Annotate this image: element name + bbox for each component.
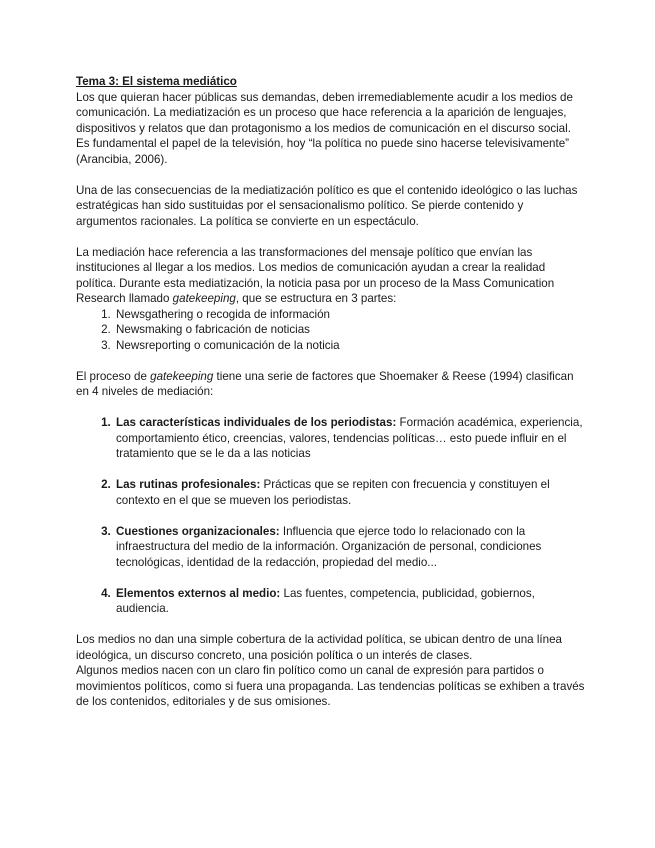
term-gatekeeping: gatekeeping (150, 369, 214, 383)
factor-text: Influencia que ejerce todo lo relacionado con la infraestructura del medio de la información. Organización de personal, condiciones tecnológicas, identidad de la redacción, propiedad del medio... (116, 524, 542, 569)
list-item: 1. Newsgathering o recogida de información (114, 307, 586, 323)
mediation-levels-list (76, 415, 586, 617)
paragraph-consecuencias: Una de las consecuencias de la mediatización político es que el contenido ideológico o las luchas estratégicas han sido sustituidas por el sensacionalismo político. Se pierde contenido y argumentos racionales. La política se convierte en un espectáculo. (76, 183, 578, 228)
factor-text: Formación académica, experiencia, comportamiento ético, creencias, valores, tendencias políticas… esto puede influir en el tratamiento que se le da a las noticias (116, 416, 583, 460)
list-item: 3. Newsreporting o comunicación de la noticia (114, 338, 586, 354)
text-run: tiene una serie de factores que Shoemaker & Reese (1994) clasifican en 4 niveles de mediación: (76, 369, 574, 398)
gatekeeping-steps-list (76, 307, 586, 354)
spacer (76, 617, 586, 633)
text-run: El proceso de (76, 369, 151, 383)
spacer (76, 229, 586, 245)
list-item (114, 477, 586, 508)
paragraph-linea-ideologica: Los medios no dan una simple cobertura de la actividad política, se ubican dentro de una línea ideológica, un discurso concreto, una posición política o un interés de clases. (76, 633, 562, 662)
paragraph-proceso-gatekeeping (76, 369, 586, 400)
factor-label: Elementos externos al medio: (116, 586, 281, 600)
spacer (76, 353, 586, 369)
paragraph-fin-politico: Algunos medios nacen con un claro fin político como un canal de expresión para partidos o movimientos políticos, como si fuera una propaganda. Las tendencias políticas se exhiben a través de los contenidos, editoriales y de sus omisiones. (76, 664, 585, 708)
spacer (76, 400, 586, 416)
list-item (114, 586, 586, 617)
document-body (76, 74, 586, 710)
term-gatekeeping: gatekeeping (172, 292, 236, 305)
factor-text: Prácticas que se repiten con frecuencia y constituyen el contexto en el que se mueven los periodistas. (116, 478, 550, 507)
factor-text: Las fuentes, competencia, publicidad, gobiernos, audiencia. (116, 586, 535, 615)
list-item: 2. Newsmaking o fabricación de noticias (114, 322, 586, 338)
paragraph-mediatizacion: Los que quieran hacer públicas sus demandas, deben irremediablemente acudir a los medios de comunicación. La mediatización es un proceso que hace referencia a la aparición de lenguajes, dispositivos y relatos que dan protagonismo a los medios de comunicación en el discurso social. Es fundamental el papel de la televisión, hoy “la política no puede sino hacerse televisivamente” (Arancibia, 2006). (76, 90, 573, 166)
paragraph-mediacion (76, 245, 586, 307)
page-title: Tema 3: El sistema mediático (76, 75, 237, 88)
text-run: La mediación hace referencia a las transformaciones del mensaje político que envían las instituciones al llegar a los medios. Los medios de comunicación ayudan a crear la realidad política. Durante esta mediatización, la noticia pasa por un proceso de la Mass Comunication Research llamado (76, 245, 555, 305)
factor-label: Cuestiones organizacionales: (116, 524, 280, 538)
spacer (76, 167, 586, 183)
list-item (114, 524, 586, 571)
list-item (114, 415, 586, 462)
factor-label: Las rutinas profesionales: (116, 478, 261, 491)
text-run: , que se estructura en 3 partes: (235, 292, 397, 305)
factor-label: Las características individuales de los periodistas: (116, 416, 397, 429)
